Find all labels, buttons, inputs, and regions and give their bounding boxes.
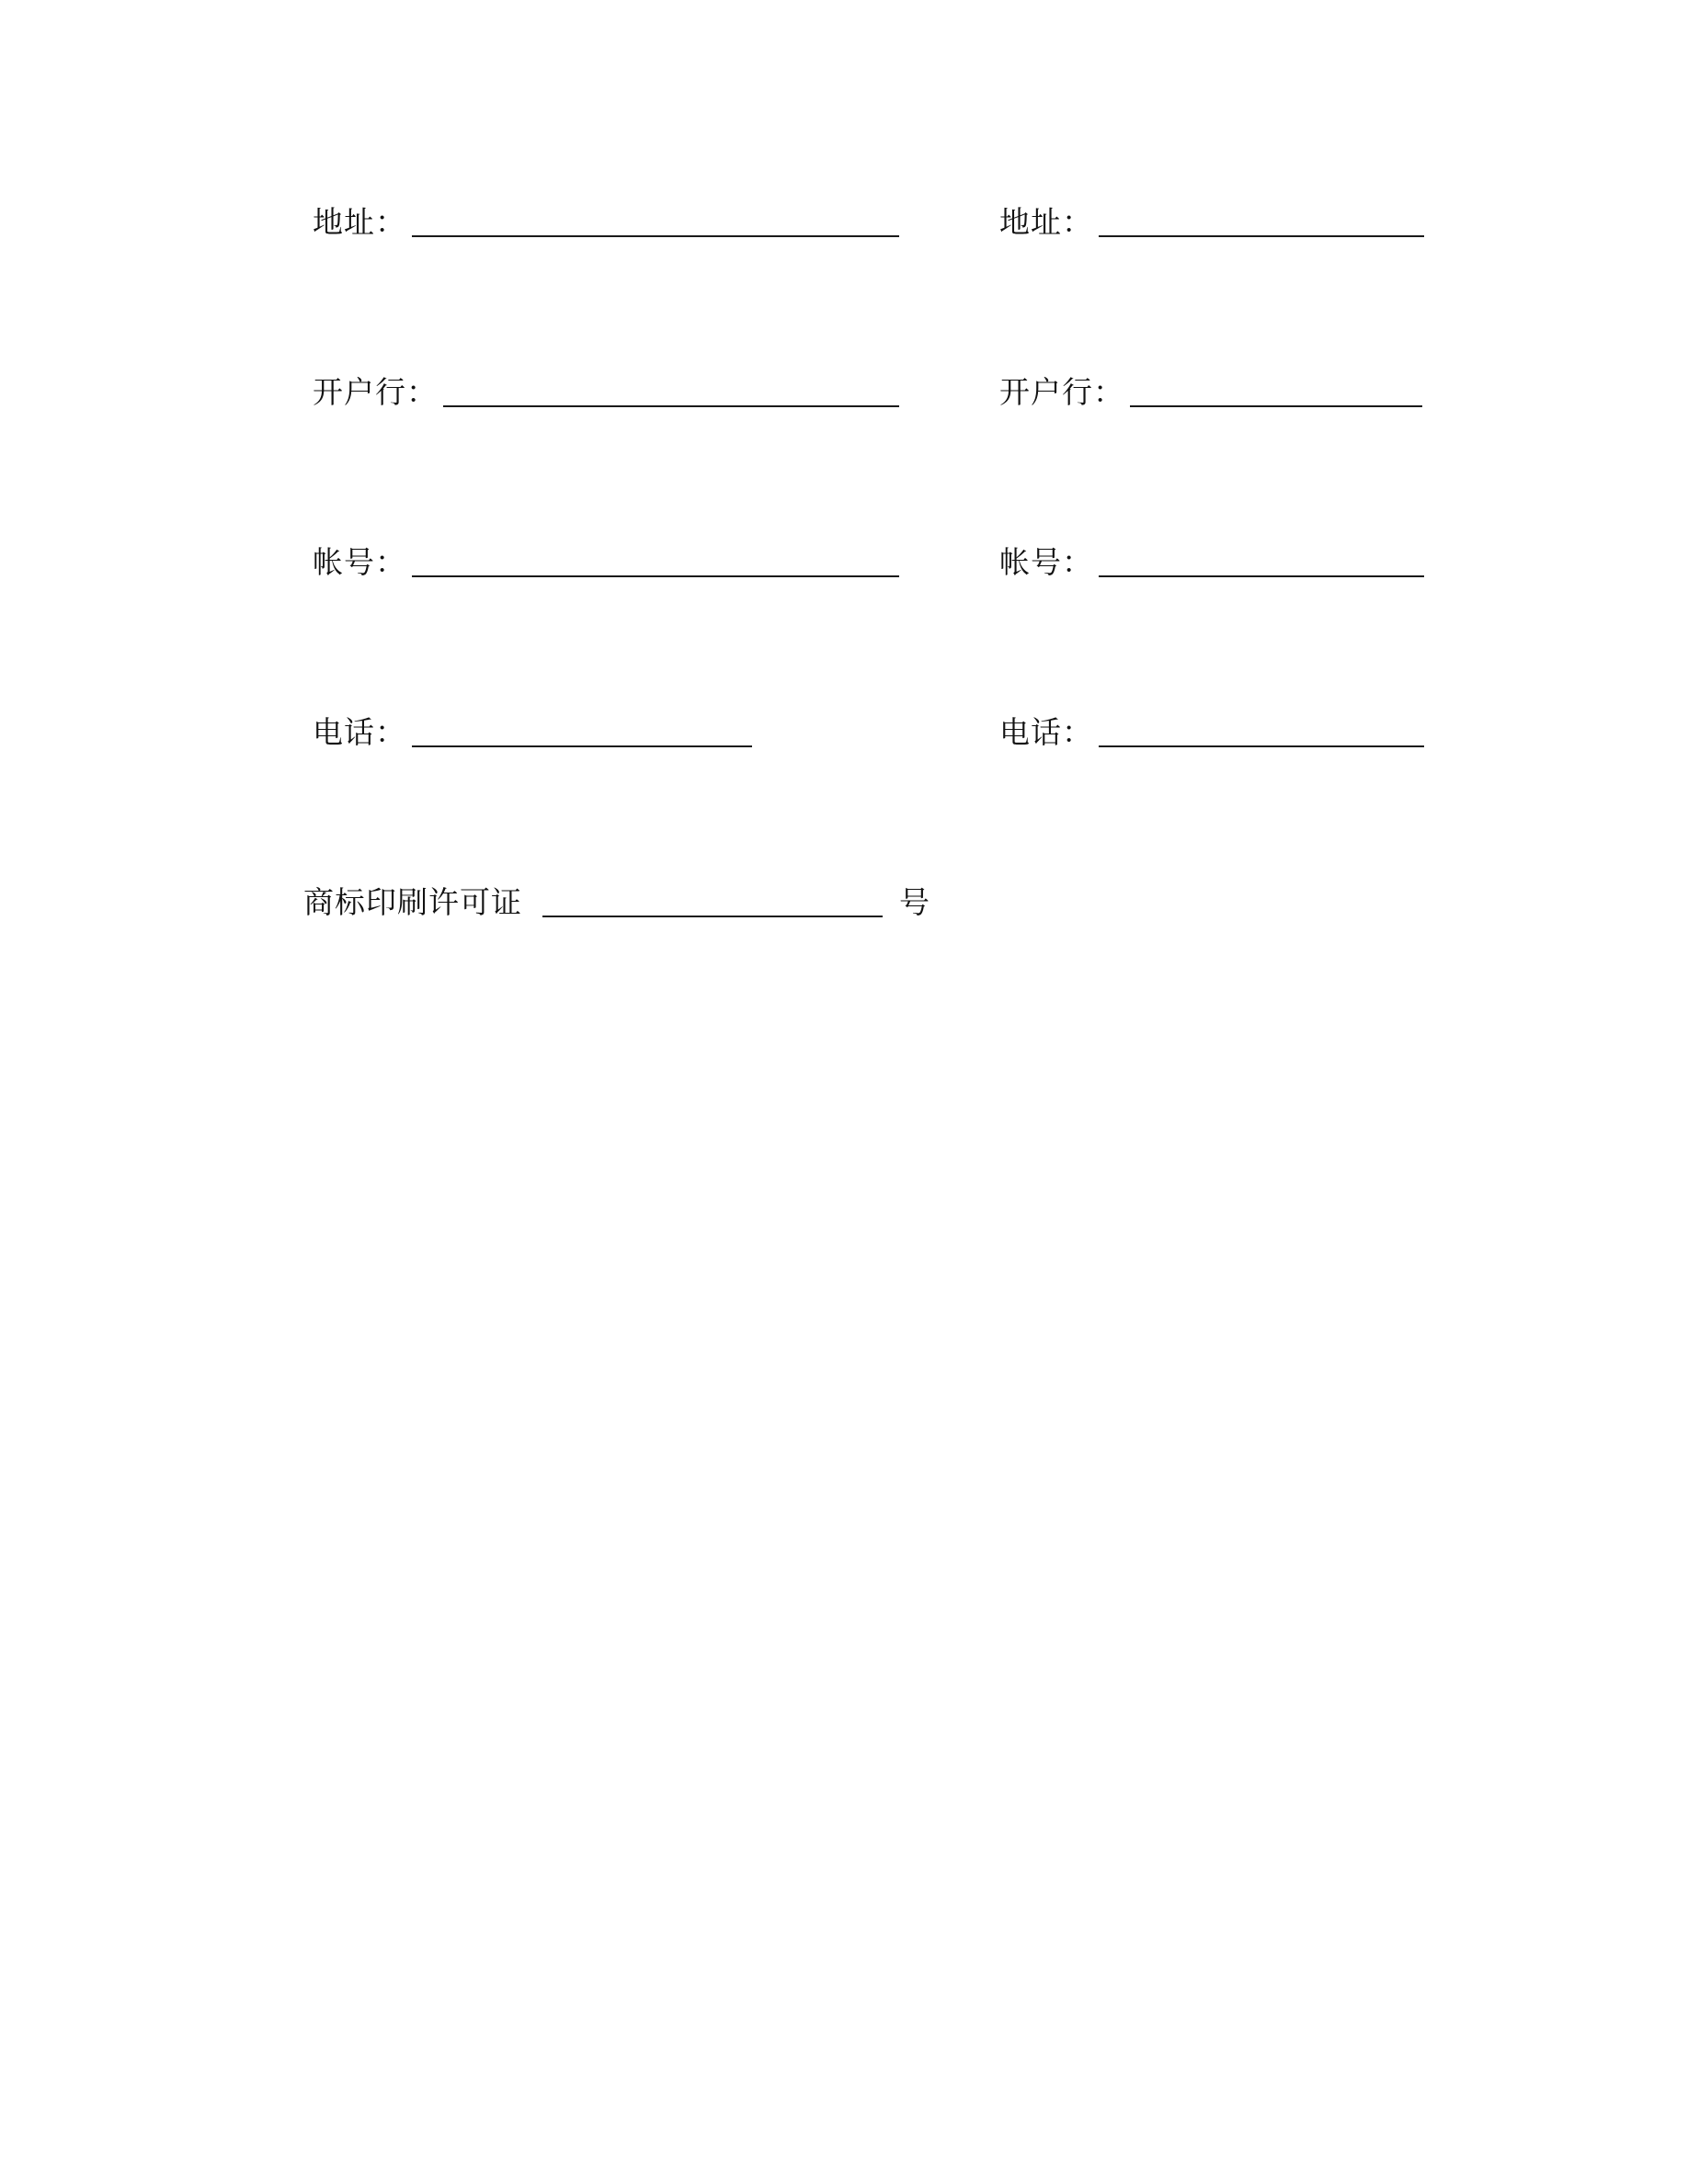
- right-phone-label: 电话：: [999, 714, 1093, 750]
- right-bank-label: 开户行：: [999, 374, 1124, 410]
- left-account-blank-line[interactable]: [412, 575, 899, 577]
- license-suffix: 号: [899, 884, 930, 920]
- left-bank-blank-line[interactable]: [443, 405, 899, 407]
- license-label: 商标印刷许可证: [303, 884, 522, 920]
- license-field: [303, 875, 930, 921]
- right-address-label: 地址：: [999, 204, 1093, 240]
- left-address-label: 地址：: [313, 204, 406, 240]
- right-bank-field: [999, 365, 1422, 411]
- left-account-label: 帐号：: [313, 544, 406, 580]
- left-address-field: [313, 195, 899, 241]
- right-account-field: [999, 535, 1424, 581]
- left-bank-field: [313, 365, 899, 411]
- right-account-blank-line[interactable]: [1099, 575, 1424, 577]
- right-address-field: [999, 195, 1424, 241]
- left-phone-blank-line[interactable]: [412, 745, 752, 747]
- right-account-label: 帐号：: [999, 544, 1093, 580]
- right-phone-blank-line[interactable]: [1099, 745, 1424, 747]
- right-bank-blank-line[interactable]: [1130, 405, 1422, 407]
- left-account-field: [313, 535, 899, 581]
- right-address-blank-line[interactable]: [1099, 235, 1424, 237]
- left-address-blank-line[interactable]: [412, 235, 899, 237]
- right-phone-field: [999, 705, 1424, 751]
- left-bank-label: 开户行：: [313, 374, 438, 410]
- left-phone-field: [313, 705, 752, 751]
- license-number-blank-line[interactable]: [542, 916, 883, 917]
- left-phone-label: 电话：: [313, 714, 406, 750]
